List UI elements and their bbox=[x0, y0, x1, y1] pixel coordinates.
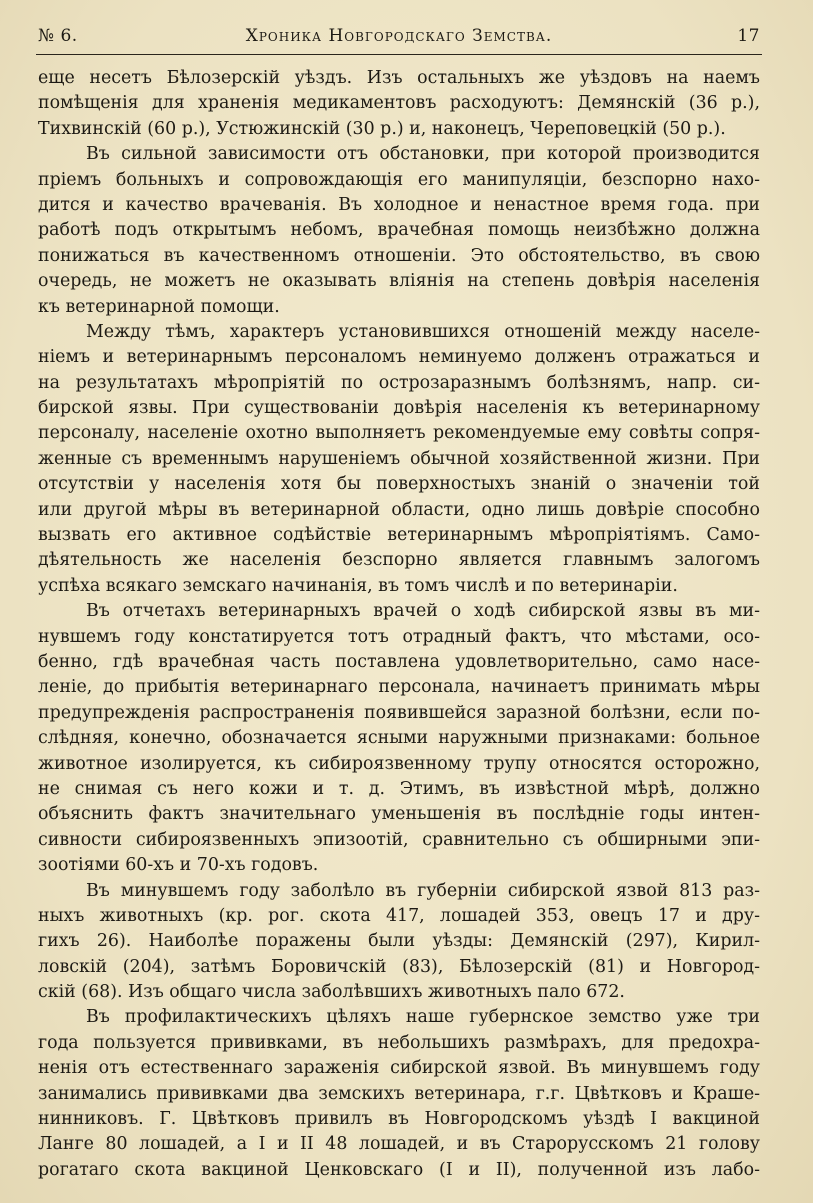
text-line: бенно, гдѣ врачебная часть поставлена удовлетворительно, само насе- bbox=[38, 651, 760, 672]
text-line: Въ отчетахъ ветеринарныхъ врачей о ходѣ сибирской язвы въ ми- bbox=[86, 601, 760, 622]
text-line: нинниковъ. Г. Цвѣтковъ привилъ въ Новгородскомъ уѣздѣ I вакциной bbox=[38, 1109, 760, 1130]
text-line: дится и качество врачеванія. Въ холодное и ненастное время года. при bbox=[38, 194, 760, 215]
text-line: Въ профилактическихъ цѣляхъ наше губернское земство уже три bbox=[86, 1007, 760, 1028]
text-line: успѣха всякаго земскаго начинанія, въ томъ числѣ и по ветеринаріи. bbox=[38, 575, 678, 596]
text-line: ныхъ животныхъ (кр. рог. скота 417, лошадей 353, овецъ 17 и дру- bbox=[38, 905, 760, 926]
text-line: къ ветеринарной помощи. bbox=[38, 296, 280, 317]
text-line: сивности сибироязвенныхъ эпизоотій, сравнительно съ обширными эпи- bbox=[38, 829, 760, 850]
text-line: слѣдняя, конечно, обозначается ясными наружными признаками: больное bbox=[38, 728, 760, 749]
text-line: женные съ временнымъ нарушеніемъ обычной хозяйственной жизни. При bbox=[38, 448, 760, 469]
running-header bbox=[38, 24, 760, 50]
text-line: работѣ подъ открытымъ небомъ, врачебная помощь неизбѣжно должна bbox=[38, 220, 760, 241]
text-line: Тихвинскій (60 р.), Устюжинскій (30 р.) и, наконецъ, Череповецкій (50 р.). bbox=[38, 118, 726, 139]
page-number: 17 bbox=[737, 26, 760, 46]
text-line: ловскій (204), затѣмъ Боровичскій (83), Бѣлозерскій (81) и Новгород- bbox=[38, 956, 760, 977]
text-line: Ланге 80 лошадей, а I и II 48 лошадей, и въ Старорусскомъ 21 голову bbox=[38, 1134, 760, 1155]
text-line: очередь, не можетъ не оказывать вліянія на степень довѣрія населенія bbox=[38, 271, 760, 292]
journal-title: Хроника Новгородскаго Земства. bbox=[245, 26, 553, 46]
text-line: вызвать его активное содѣйствіе ветеринарнымъ мѣропріятіямъ. Само- bbox=[38, 525, 760, 546]
text-line: нувшемъ году констатируется тотъ отрадный фактъ, что мѣстами, осо- bbox=[38, 626, 760, 647]
text-line: рогатаго скота вакциной Ценковскаго (I и II), полученной изъ лабо- bbox=[38, 1159, 760, 1180]
text-line: бирской язвы. При существованіи довѣрія населенія къ ветеринарному bbox=[38, 398, 760, 419]
text-line: занимались прививками два земскихъ ветеринара, г.г. Цвѣтковъ и Краше- bbox=[38, 1083, 760, 1104]
paragraph bbox=[38, 599, 760, 878]
text-line: года пользуется прививками, въ небольшихъ размѣрахъ, для предохра- bbox=[38, 1032, 760, 1053]
text-line: ненія отъ естественнаго зараженія сибирской язвой. Въ минувшемъ году bbox=[38, 1058, 760, 1079]
text-line: персоналу, населеніе охотно выполняетъ рекомендуемые ему совѣты сопря- bbox=[38, 423, 760, 444]
paragraph bbox=[38, 320, 760, 599]
paragraph bbox=[38, 66, 760, 142]
issue-number: № 6. bbox=[38, 26, 78, 46]
text-line: отсутствіи у населенія хотя бы поверхностыхъ знаній о значеніи той bbox=[38, 474, 760, 495]
text-line: пріемъ больныхъ и сопровождающія его манипуляціи, безспорно нахо- bbox=[38, 169, 760, 190]
text-line: на результатахъ мѣропріятій по острозаразнымъ болѣзнямъ, напр. си- bbox=[38, 372, 760, 393]
text-line: или другой мѣры въ ветеринарной области, одно лишь довѣріе способно bbox=[38, 499, 760, 520]
text-line: не снимая съ него кожи и т. д. Этимъ, въ извѣстной мѣрѣ, должно bbox=[38, 778, 760, 799]
text-line: ніемъ и ветеринарнымъ персоналомъ неминуемо долженъ отражаться и bbox=[38, 347, 760, 368]
paragraph bbox=[38, 142, 760, 320]
text-line: Въ минувшемъ году заболѣло въ губерніи сибирской язвой 813 раз- bbox=[86, 880, 760, 901]
text-line: скій (68). Изъ общаго числа заболѣвшихъ животныхъ пало 672. bbox=[38, 982, 625, 1003]
header-rule bbox=[36, 54, 762, 55]
paragraph bbox=[38, 1005, 760, 1183]
text-line: дѣятельность же населенія безспорно является главнымъ залогомъ bbox=[38, 550, 760, 571]
text-line: животное изолируется, къ сибироязвенному трупу относятся осторожно, bbox=[38, 753, 760, 774]
text-line: помѣщенія для храненія медикаментовъ расходуютъ: Демянскій (36 р.), bbox=[38, 93, 760, 114]
text-line: еще несетъ Бѣлозерскій уѣздъ. Изъ остальныхъ же уѣздовъ на наемъ bbox=[38, 68, 760, 88]
text-line: объяснить фактъ значительнаго уменьшенія въ послѣдніе годы интен- bbox=[38, 804, 760, 825]
text-line: леніе, до прибытія ветеринарнаго персонала, начинаетъ принимать мѣры bbox=[38, 677, 760, 698]
paragraph bbox=[38, 879, 760, 1006]
text-line: гихъ 26). Наиболѣе поражены были уѣзды: Демянскій (297), Кирил- bbox=[38, 931, 760, 952]
text-line: Между тѣмъ, характеръ установившихся отношеній между населе- bbox=[86, 321, 760, 342]
text-line: зоотіями 60-хъ и 70-хъ годовъ. bbox=[38, 855, 319, 876]
text-line: Въ сильной зависимости отъ обстановки, при которой производится bbox=[86, 144, 760, 165]
text-line: предупрежденія распространенія появившейся заразной болѣзни, если по- bbox=[38, 702, 760, 723]
text-line: понижаться въ качественномъ отношеніи. Это обстоятельство, въ свою bbox=[38, 245, 760, 266]
article-body bbox=[38, 66, 760, 1183]
